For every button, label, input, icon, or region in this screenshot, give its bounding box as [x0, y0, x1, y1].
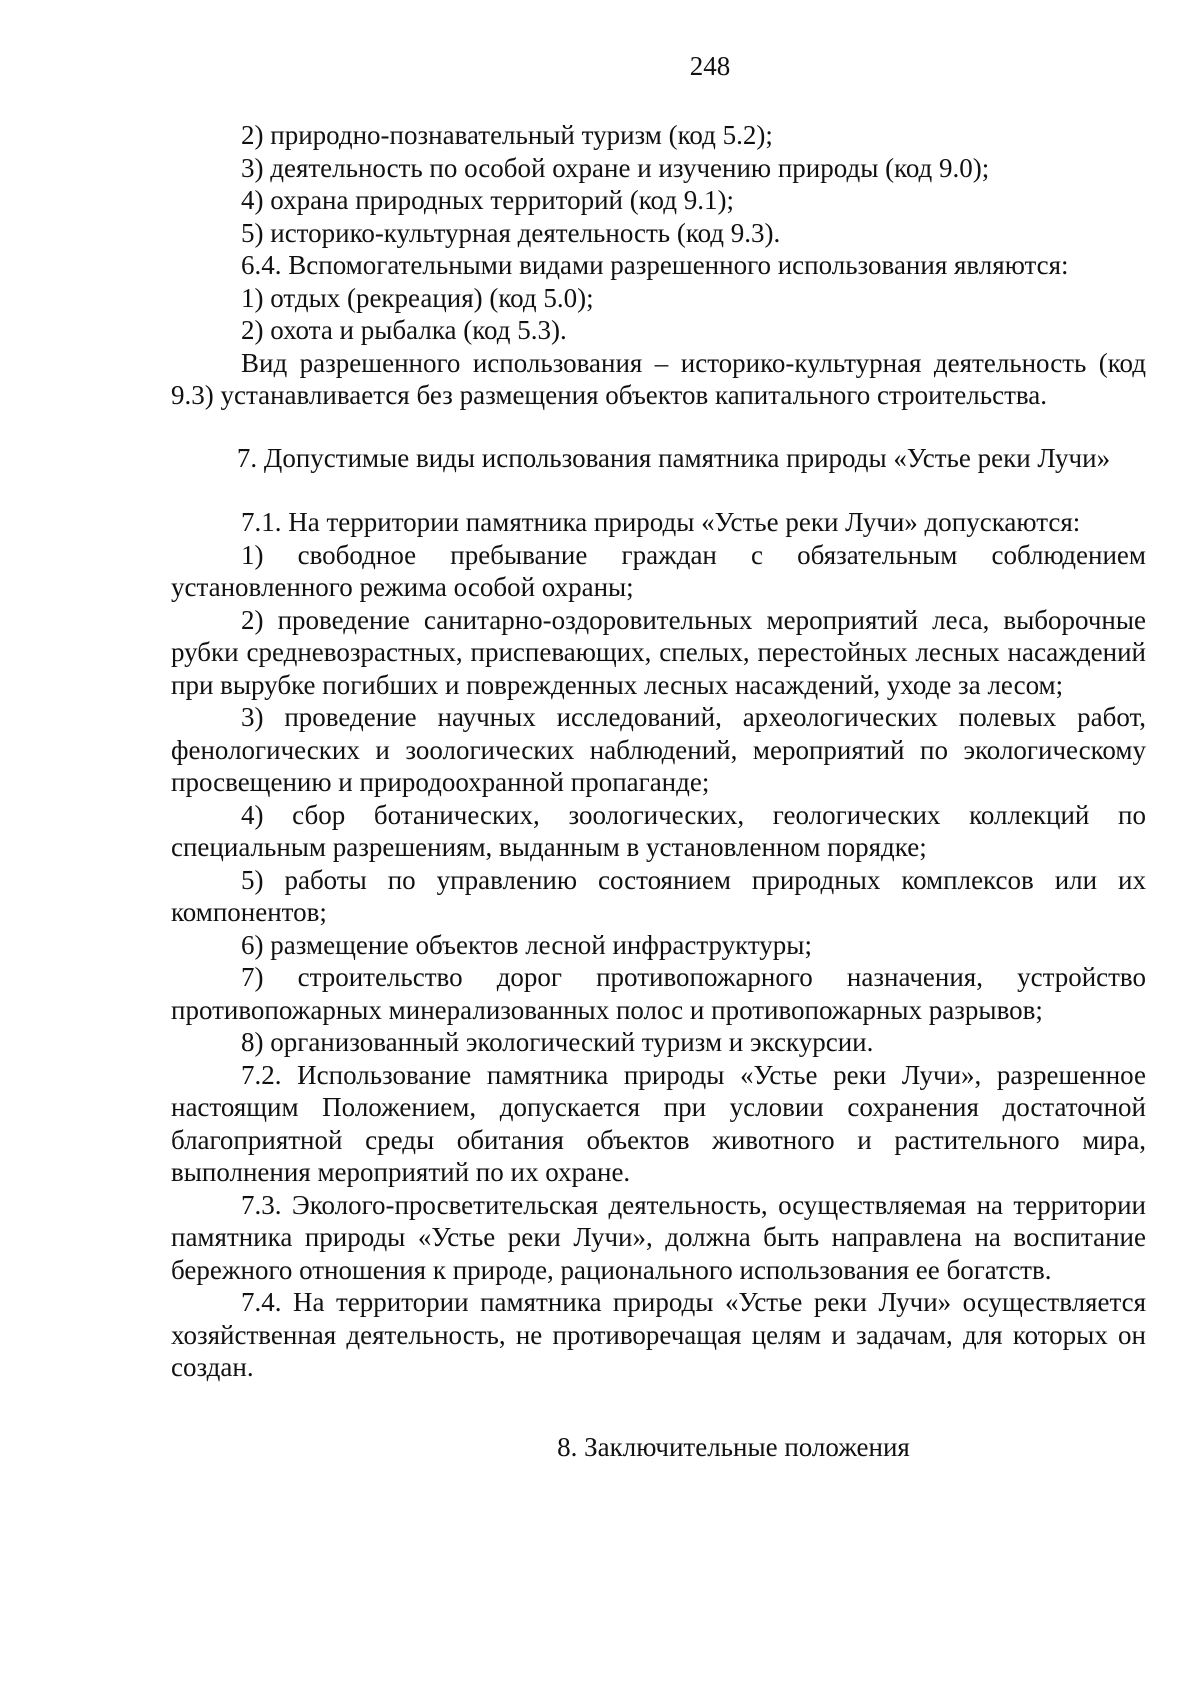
- list-item: 4) сбор ботанических, зоологических, геологических коллекций по специальным разрешениям, выданным в установленном порядке;: [171, 799, 1146, 862]
- list-item: 2) природно-познавательный туризм (код 5.2);: [241, 120, 773, 150]
- list-item: 1) отдых (рекреация) (код 5.0);: [241, 282, 594, 313]
- paragraph-note: Вид разрешенного использования – историко-культурная деятельность (код 9.3) устанавливается без размещения объектов капитального строительства.: [171, 347, 1146, 410]
- paragraph-6-4: 6.4. Вспомогательными видами разрешенного использования являются:: [241, 250, 1069, 280]
- document-body: [171, 119, 1146, 1463]
- list-item: 4) охрана природных территорий (код 9.1);: [241, 185, 734, 215]
- list-item: 7) строительство дорог противопожарного назначения, устройство противопожарных минерализованных полос и противопожарных разрывов;: [171, 962, 1146, 1025]
- list-item: 5) историко-культурная деятельность (код 9.3).: [241, 217, 781, 248]
- page-number: 248: [689, 51, 731, 81]
- paragraph-7-1: 7.1. На территории памятника природы «Устье реки Лучи» допускаются:: [241, 507, 1081, 537]
- list-item: 1) свободное пребывание граждан с обязательным соблюдением установленного режима особой охраны;: [171, 539, 1146, 602]
- list-item: 2) проведение санитарно-оздоровительных мероприятий леса, выборочные рубки средневозрастных, приспевающих, спелых, перестойных лесных насаждений при вырубке погибших и поврежденных лесных насаждений, уходе за лесом;: [171, 604, 1146, 700]
- list-item: 6) размещение объектов лесной инфраструктуры;: [241, 929, 812, 960]
- list-item: 8) организованный экологический туризм и экскурсии.: [241, 1027, 874, 1057]
- paragraph-7-3: 7.3. Эколого-просветительская деятельность, осуществляемая на территории памятника природы «Устье реки Лучи», должна быть направлена на воспитание бережного отношения к природе, рационального использования ее богатств.: [171, 1189, 1146, 1285]
- paragraph-7-4: 7.4. На территории памятника природы «Устье реки Лучи» осуществляется хозяйственная деятельность, не противоречащая целям и задачам, для которых он создан.: [171, 1287, 1146, 1382]
- section-7-heading: 7. Допустимые виды использования памятника природы «Устье реки Лучи»: [236, 442, 1111, 473]
- list-item: 3) деятельность по особой охране и изучению природы (код 9.0);: [241, 152, 990, 183]
- section-8-heading: 8. Заключительные положения: [557, 1431, 910, 1462]
- list-item: 5) работы по управлению состоянием природных комплексов или их компонентов;: [171, 864, 1146, 927]
- list-item: 3) проведение научных исследований, археологических полевых работ, фенологических и зоологических наблюдений, мероприятий по экологическому просвещению и природоохранной пропаганде;: [171, 702, 1146, 797]
- list-item: 2) охота и рыбалка (код 5.3).: [241, 315, 567, 345]
- paragraph-7-2: 7.2. Использование памятника природы «Устье реки Лучи», разрешенное настоящим Положением, допускается при условии сохранения достаточной благоприятной среды обитания объектов животного и растительного мира, выполнения мероприятий по их охране.: [171, 1059, 1146, 1187]
